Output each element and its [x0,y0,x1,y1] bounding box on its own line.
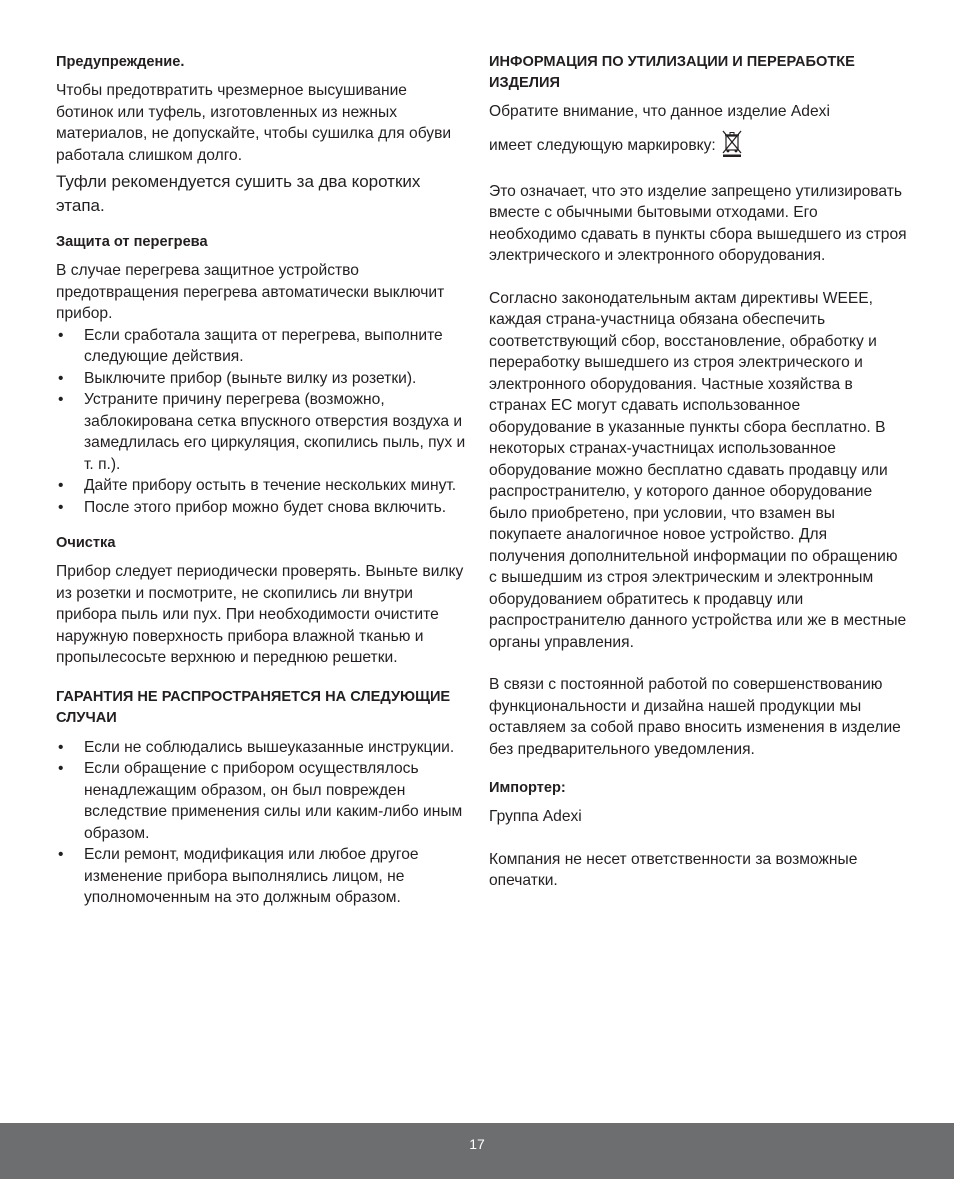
overheat-heading: Защита от перегрева [56,234,208,250]
list-item-text: Устраните причину перегрева (возможно, заблокирована сетка впускного отверстия воздуха и замедлилась его циркуляция, скопились пыль, пух и т. п.). [84,391,466,473]
list-item [56,497,468,519]
list-item [56,389,468,475]
marking-row [489,129,907,157]
disposal-heading: ИНФОРМАЦИЯ ПО УТИЛИЗАЦИИ И ПЕРЕРАБОТКЕ ИЗДЕЛИЯ [489,54,855,91]
disposal-line-2: имеет следующую маркировку: [489,137,716,154]
crossed-out-wheelie-bin-icon [722,129,742,157]
bullet: • [58,738,64,756]
list-item [56,325,468,368]
overheat-list [56,325,468,519]
list-item-text: После этого прибор можно будет снова включить. [84,498,447,516]
list-item-text: Если не соблюдались вышеуказанные инструкции. [84,738,455,756]
bullet: • [58,846,64,863]
list-item [56,368,468,390]
left-column [56,52,468,909]
bullet: • [58,391,64,408]
bullet: • [58,760,64,777]
warning-heading: Предупреждение. [56,54,185,70]
list-item-text: Дайте прибору остыть в течение нескольких минут. [84,477,457,494]
warning-text: Чтобы предотвратить чрезмерное высушивание ботинок или туфель, изготовленных из нежных материалов, не допускайте, чтобы сушилка для обуви работала слишком долго. [56,82,452,164]
bullet: • [58,498,64,516]
bullet: • [58,369,64,387]
disposal-paragraph-2: Это означает, что это изделие запрещено утилизировать вместе с обычными бытовыми отходами. Его необходимо сдавать в пункты сбора вышедшего из строя электрического и электронного оборудования. [489,182,907,264]
warning-note: Туфли рекомендуется сушить за два коротких этапа. [56,172,421,215]
list-item-text: Если сработала защита от перегрева, выполните следующие действия. [84,326,443,365]
importer-name: Группа Adexi [489,808,582,825]
page-footer [0,1123,954,1179]
cleaning-heading: Очистка [56,535,116,551]
list-item-text: Выключите прибор (выньте вилку из розетки). [84,369,417,387]
warranty-heading: ГАРАНТИЯ НЕ РАСПРОСТРАНЯЕТСЯ НА СЛЕДУЮЩИЕ СЛУЧАИ [56,688,451,726]
cleaning-text: Прибор следует периодически проверять. Выньте вилку из розетки и посмотрите, не скопились ли внутри прибора пыль или пух. При необходимости очистите наружную поверхность прибора влажной тканью и пропылесосьте верхнюю и переднюю решетки. [56,563,464,666]
list-item-text: Если ремонт, модификация или любое другое изменение прибора выполнялись лицом, не уполномоченным на это должным образом. [84,846,419,906]
overheat-text: В случае перегрева защитное устройство предотвращения перегрева автоматически выключит прибор. [56,262,445,322]
list-item [56,758,468,844]
list-item [56,737,468,759]
importer-heading: Импортер: [489,780,566,796]
warranty-list [56,737,468,909]
bullet: • [58,326,64,344]
disposal-line-1: Обратите внимание, что данное изделие Adexi [489,103,830,120]
disposal-paragraph-3: Согласно законодательным актам директивы WEEE, каждая страна-участница обязана обеспечить соответствующий сбор, восстановление, обработку и переработку вышедшего из строя электрического и электронного оборудования. Частные хозяйства в странах ЕС могут сдавать использованное оборудование в указанные пункты сбора бесплатно. В некоторых странах-участницах использованное оборудование можно бесплатно сдавать продавцу или распространителю, у которого данное оборудование было приобретено, при условии, что взамен вы покупаете аналогичное новое устройство. Для получения дополнительной информации по обращению с вышедшим из строя электрическим и электронным оборудованием обратитесь к продавцу или распространителю данного устройства или же в местные органы управления. [489,289,907,651]
list-item [56,844,468,909]
disposal-paragraph-4: В связи с постоянной работой по совершенствованию функциональности и дизайна нашей продукции мы оставляем за собой право вносить изменения в изделие без предварительного уведомления. [489,676,901,758]
list-item-text: Если обращение с прибором осуществлялось ненадлежащим образом, он был поврежден вследствие применения силы или каким-либо иным образом. [84,760,463,842]
page-number: 17 [469,1136,485,1152]
right-column [489,52,907,892]
bullet: • [58,477,64,494]
list-item [56,475,468,497]
disclaimer: Компания не несет ответственности за возможные опечатки. [489,850,858,889]
